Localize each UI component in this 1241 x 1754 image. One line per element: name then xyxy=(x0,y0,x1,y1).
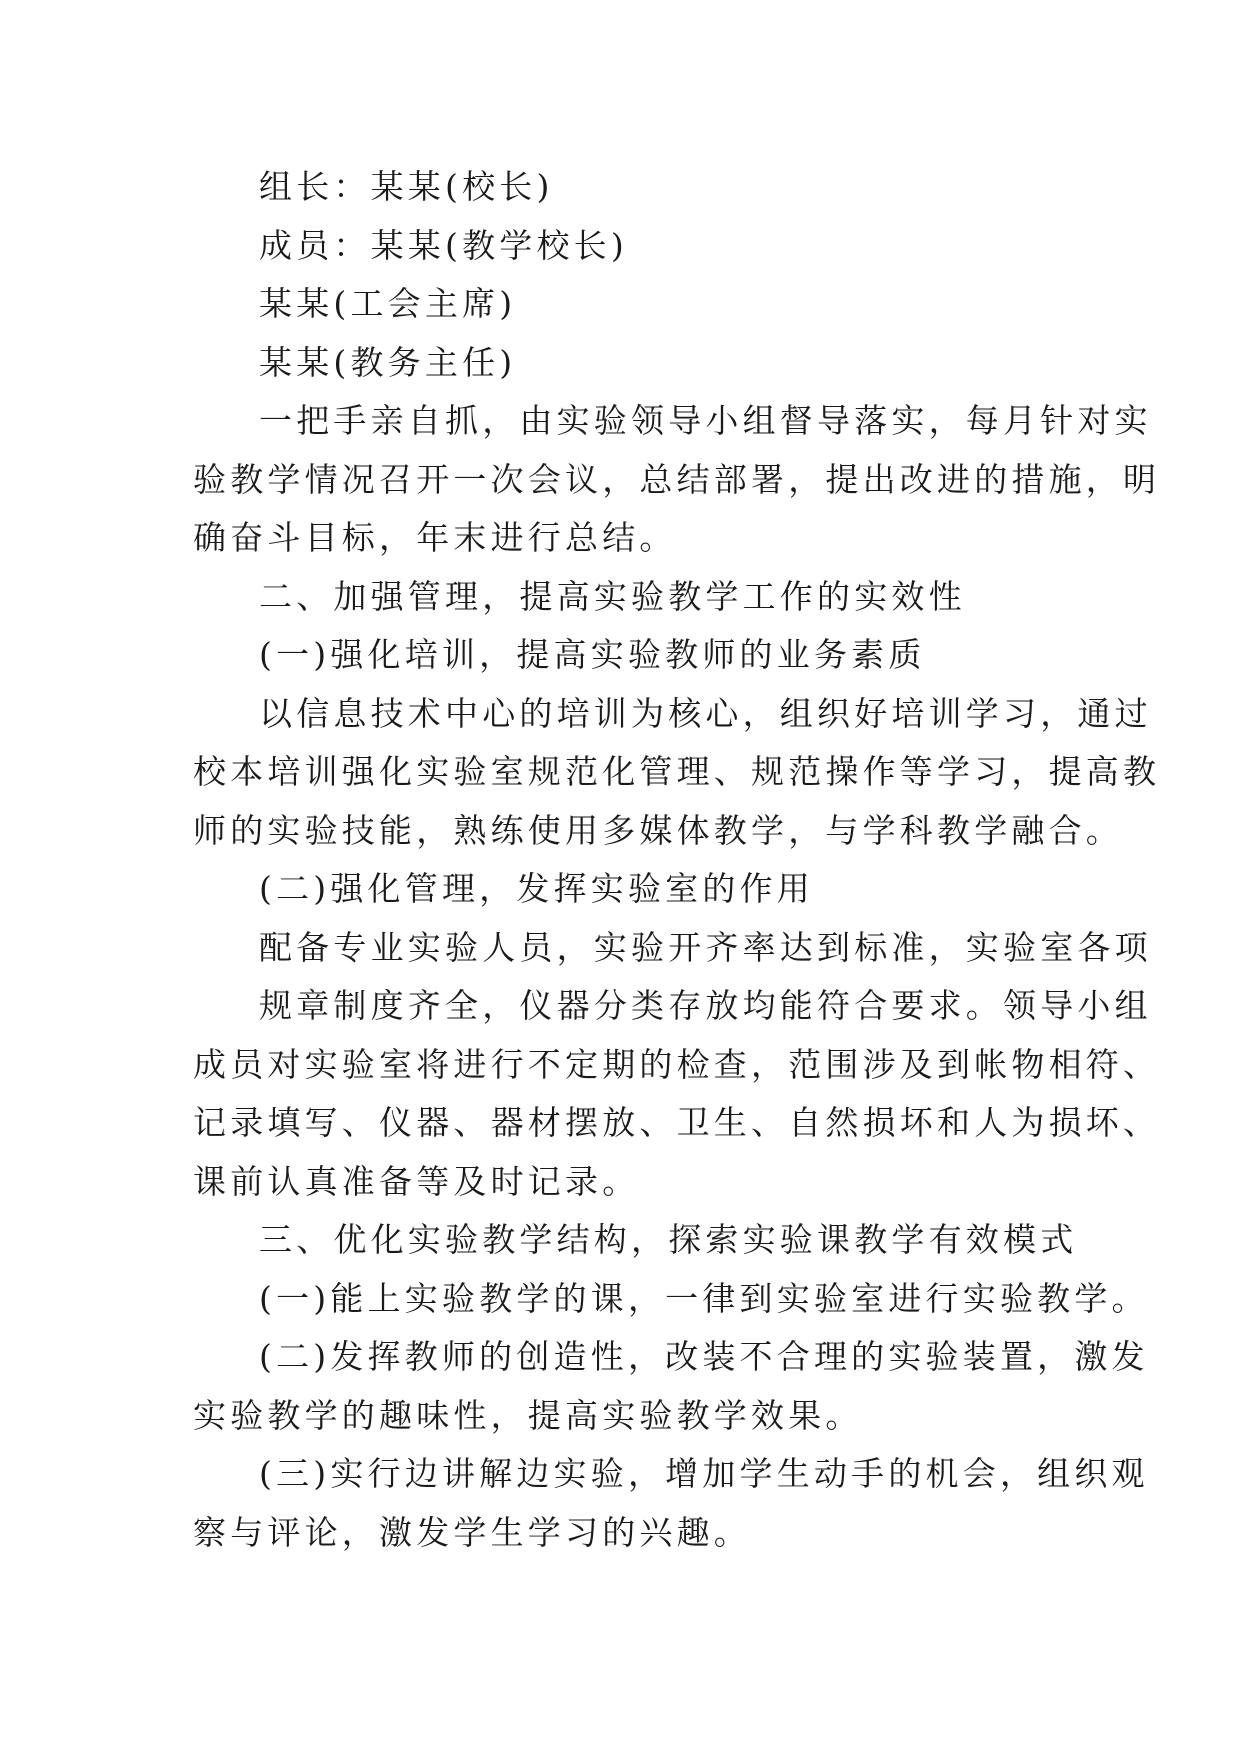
text-line-member-2: 某某(工会主席) xyxy=(259,284,517,323)
text-line-members: 成员：某某(教学校长) xyxy=(259,225,628,265)
text-line: 课前认真准备等及时记录。 xyxy=(193,1161,640,1201)
section-heading-3: 三、优化实验教学结构，探索实验课教学有效模式 xyxy=(259,1220,1078,1259)
text-line: 一把手亲自抓，由实验领导小组督导落实，每月针对实 xyxy=(259,401,1152,440)
text-line: 配备专业实验人员，实验开齐率达到标准，实验室各项 xyxy=(259,927,1152,967)
text-line: 成员对实验室将进行不定期的检查，范围涉及到帐物相符、 xyxy=(193,1044,1161,1084)
section-heading-2: 二、加强管理，提高实验教学工作的实效性 xyxy=(259,576,966,616)
text-line: 规章制度齐全，仪器分类存放均能符合要求。领导小组 xyxy=(259,986,1152,1025)
text-line: 察与评论，激发学生学习的兴趣。 xyxy=(193,1512,751,1552)
list-item: (三)实行边讲解边实验，增加学生动手的机会，组织观 xyxy=(259,1454,1149,1493)
text-line: 实验教学的趣味性，提高实验教学效果。 xyxy=(193,1395,863,1435)
text-line: 校本培训强化实验室规范化管理、规范操作等学习，提高教 xyxy=(193,752,1161,791)
subsection-heading: (二)强化管理，发挥实验室的作用 xyxy=(259,869,814,908)
list-item: (二)发挥教师的创造性，改装不合理的实验装置，激发 xyxy=(259,1337,1149,1376)
subsection-heading: (一)强化培训，提高实验教师的业务素质 xyxy=(259,635,926,674)
text-line-member-3: 某某(教务主任) xyxy=(259,342,517,382)
text-line: 确奋斗目标，年末进行总结。 xyxy=(193,518,677,557)
text-line-leader: 组长：某某(校长) xyxy=(259,167,554,206)
text-line: 验教学情况召开一次会议，总结部署，提出改进的措施，明 xyxy=(193,459,1161,499)
list-item: (一)能上实验教学的课，一律到实验室进行实验教学。 xyxy=(259,1278,1149,1318)
text-line: 记录填写、仪器、器材摆放、卫生、自然损坏和人为损坏、 xyxy=(193,1103,1161,1142)
document-body xyxy=(193,158,1161,1562)
text-line: 师的实验技能，熟练使用多媒体教学，与学科教学融合。 xyxy=(193,810,1123,850)
text-line: 以信息技术中心的培训为核心，组织好培训学习，通过 xyxy=(259,693,1152,733)
